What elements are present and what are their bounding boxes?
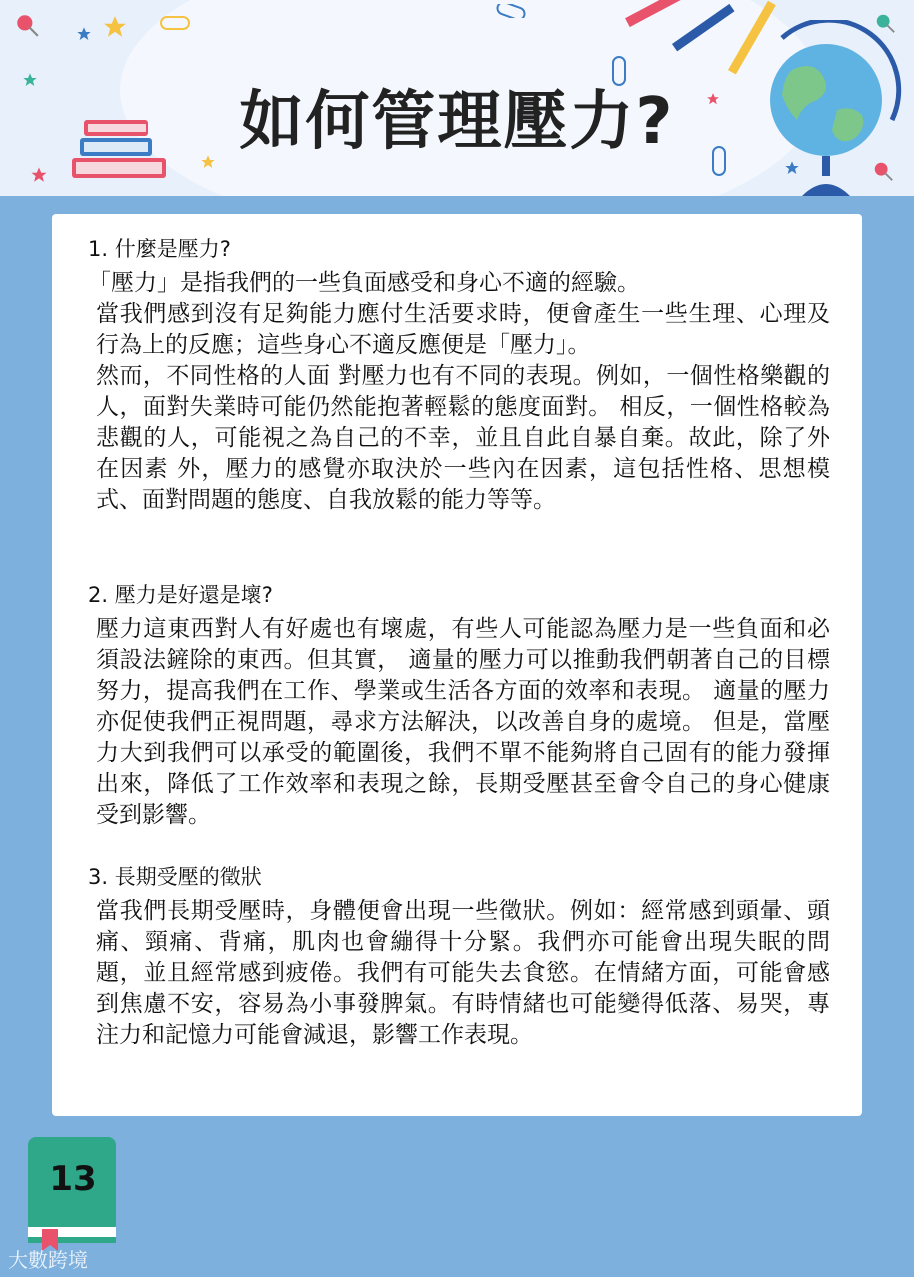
paperclip-icon	[160, 16, 190, 30]
section-heading: 1. 什麼是壓力?	[88, 237, 231, 261]
section-paragraph: 壓力這東西對人有好處也有壞處，有些人可能認為壓力是一些負面和必須設法鏟除的東西。但其實， 適量的壓力可以推動我們朝著自己的目標努力，提高我們在工作、學業或生活各方面的效率和表現。 適量的壓力亦促使我們正視問題，尋求方法解決，以改善自身的處境。 但是，當壓力大到我們可以承受的範圍後，我們不單不能夠將自己固有的能力發揮出來，降低了工作效率和表現之餘，長期受壓甚至會令自己的身心健康受到影響。	[96, 616, 830, 828]
pin-icon	[874, 12, 896, 34]
watermark-text: 大數跨境	[8, 1248, 88, 1272]
section-heading: 3. 長期受壓的徵狀	[88, 865, 262, 889]
section-paragraph: 「壓力」是指我們的一些負面感受和身心不適的經驗。	[88, 270, 640, 296]
section-heading: 2. 壓力是好還是壞?	[88, 583, 273, 607]
star-icon	[784, 160, 800, 176]
pencils-icon	[620, 0, 780, 80]
section-good-or-bad	[88, 580, 830, 831]
page-number-badge	[28, 1137, 118, 1252]
section-paragraph: 當我們感到沒有足夠能力應付生活要求時，便會產生一些生理、心理及行為上的反應；這些身心不適反應便是「壓力」。	[96, 301, 830, 358]
section-long-term-symptoms	[88, 862, 830, 1051]
header-banner	[0, 0, 914, 196]
section-paragraph: 然而，不同性格的人面 對壓力也有不同的表現。例如，一個性格樂觀的人，面對失業時可能仍然能抱著輕鬆的態度面對。 相反，一個性格較為悲觀的人，可能視之為自己的不幸，並且自此自暴自棄。故此，除了外在因素 外，壓力的感覺亦取決於一些內在因素，這包括性格、思想模式、面對問題的態度、自我放鬆的能力等等。	[96, 363, 830, 513]
section-paragraph: 當我們長期受壓時，身體便會出現一些徵狀。例如：經常感到頭暈、頭痛、頸痛、背痛，肌肉也會繃得十分緊。我們亦可能會出現失眠的問題，並且經常感到疲倦。我們有可能失去食慾。在情緒方面，可能會感到焦慮不安，容易為小事發脾氣。有時情緒也可能變得低落、易哭，專注力和記憶力可能會減退，影響工作表現。	[96, 898, 830, 1048]
content-card	[52, 214, 862, 1116]
star-icon	[102, 14, 128, 40]
star-icon	[30, 166, 48, 184]
paperclip-icon	[496, 4, 526, 18]
pin-icon	[872, 160, 894, 182]
page-title: 如何管理壓力?	[239, 85, 675, 159]
section-what-is-stress	[88, 234, 830, 516]
page-number: 13	[49, 1159, 97, 1199]
star-icon	[76, 26, 92, 42]
pin-icon	[14, 12, 40, 38]
